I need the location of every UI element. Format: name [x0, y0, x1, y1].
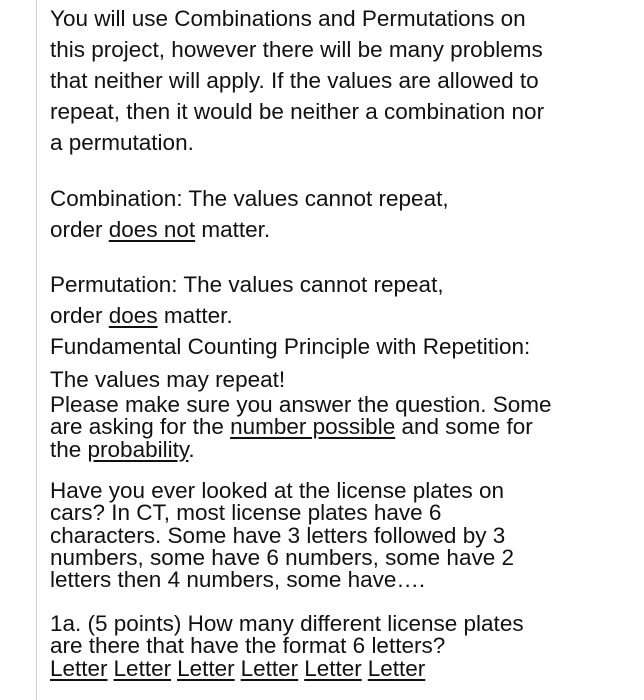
instruction-note [50, 394, 552, 461]
plates-line: numbers, some have 6 numbers, some have 2 [50, 544, 514, 570]
combination-suffix: matter. [195, 217, 271, 242]
note-line: Please make sure you answer the question. Some [50, 392, 552, 417]
combination-definition [50, 183, 449, 245]
permutation-prefix: order [50, 303, 109, 328]
question-line: 1a. (5 points) How many different license plates [50, 611, 524, 636]
permutation-order-line [50, 300, 530, 331]
note-line [50, 436, 552, 462]
combination-heading: Combination: The values cannot repeat, [50, 186, 449, 211]
intro-line: a permutation. [50, 130, 194, 155]
note-prefix: the [50, 436, 88, 462]
question-1a [50, 613, 524, 680]
number-possible-emphasis: number possible [230, 414, 396, 440]
letter-slot: Letter [367, 655, 426, 681]
permutation-emphasis: does [108, 303, 158, 328]
left-margin-rule [36, 0, 37, 700]
plates-line: cars? In CT, most license plates have 6 [50, 500, 442, 526]
letter-slot: Letter [177, 655, 235, 681]
intro-line: You will use Combinations and Permutations on [50, 6, 526, 31]
intro-paragraph [50, 3, 544, 158]
license-plates-paragraph [50, 480, 514, 591]
fcp-note-line: The values may repeat! [50, 367, 286, 392]
note-suffix: . [188, 436, 195, 462]
probability-emphasis: probability [87, 436, 189, 462]
permutation-definition [50, 269, 530, 362]
fcp-heading: Fundamental Counting Principle with Repetition: [50, 334, 531, 359]
note-line [50, 416, 552, 438]
letter-slot: Letter [304, 655, 362, 681]
intro-line: that neither will apply. If the values are allowed to [50, 68, 539, 93]
letter-slot: Letter [240, 655, 299, 681]
permutation-heading: Permutation: The values cannot repeat, [50, 272, 444, 297]
combination-order-line [50, 214, 449, 245]
combination-prefix: order [50, 217, 109, 242]
letter-slots [50, 655, 524, 681]
letter-slot: Letter [113, 655, 172, 681]
intro-line: this project, however there will be many problems [50, 37, 543, 62]
question-line: are there that have the format 6 letters? [50, 633, 446, 659]
plates-line: Have you ever looked at the license plates on [50, 478, 505, 503]
note-prefix: are asking for the [50, 414, 231, 440]
note-suffix: and some for [395, 414, 533, 440]
intro-line: repeat, then it would be neither a combination nor [50, 99, 545, 124]
plates-line: letters then 4 numbers, some have…. [50, 567, 426, 593]
combination-emphasis: does not [108, 217, 196, 242]
permutation-suffix: matter. [157, 303, 233, 328]
plates-line: characters. Some have 3 letters followed by 3 [50, 522, 506, 548]
letter-slot: Letter [50, 655, 108, 681]
